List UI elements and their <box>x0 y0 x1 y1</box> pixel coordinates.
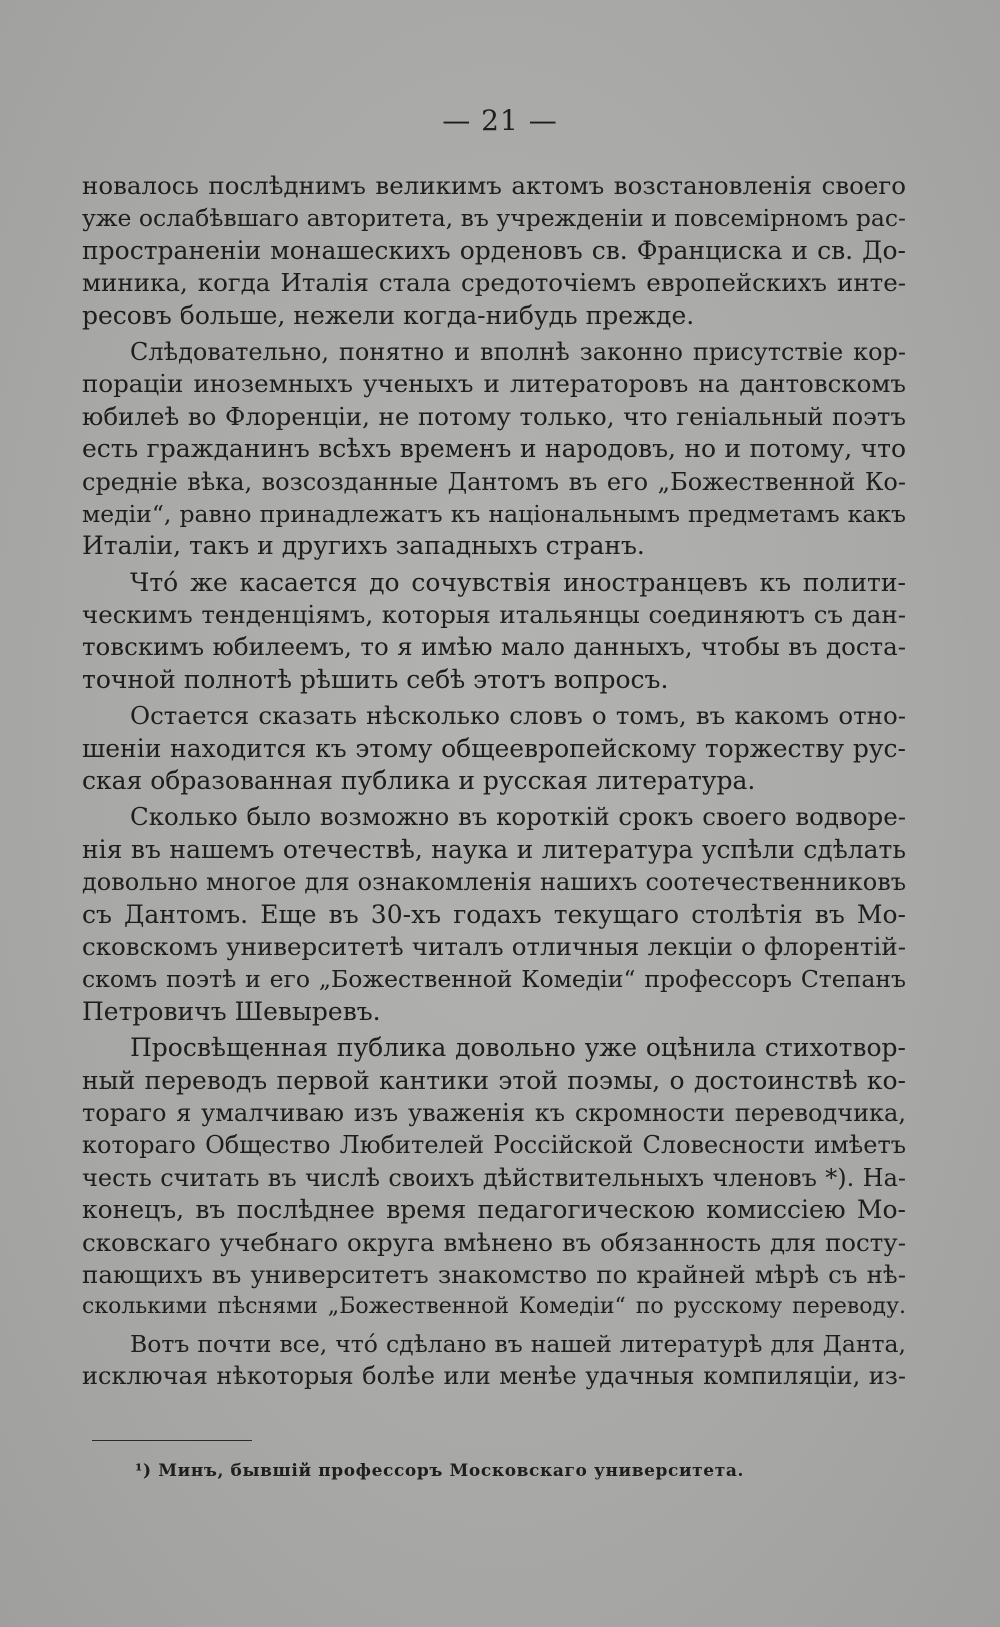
text-line: исключая нѣкоторыя болѣе или менѣе удачныя компиляціи, из- <box>82 1362 906 1391</box>
text-line: пространеніи монашескихъ орденовъ св. Франциска и св. До- <box>82 235 906 265</box>
text-line: товскимъ юбилеемъ, то я имѣю мало данныхъ, чтобы въ доста- <box>82 632 906 662</box>
text-line: миника, когда Италія стала средоточіемъ европейскихъ инте- <box>82 268 906 298</box>
text-line: Италіи, такъ и другихъ западныхъ странъ. <box>82 531 645 561</box>
text-line: Сколько было возможно въ короткій срокъ своего водворе- <box>130 802 906 832</box>
body-text <box>82 170 906 1396</box>
text-line: Просвѣщенная публика довольно уже оцѣнила стихотвор- <box>130 1033 906 1063</box>
text-line: шеніи находится къ этому общеевропейскому торжеству рус- <box>82 733 906 763</box>
text-line: ская образованная публика и русская литература. <box>82 766 756 796</box>
paragraph <box>82 1328 906 1393</box>
text-line: уже ослабѣвшаго авторитета, въ учрежденіи и повсемірномъ рас- <box>82 204 906 233</box>
text-line: Слѣдовательно, понятно и вполнѣ законно присутствіе кор- <box>130 337 906 366</box>
text-line: сковскомъ университетѣ читалъ отличныя лекціи о флорентій- <box>82 931 906 961</box>
paragraph <box>82 801 906 1028</box>
paragraph <box>82 336 906 563</box>
text-line: пающихъ въ университетъ знакомство по крайней мѣрѣ съ нѣ- <box>82 1259 906 1289</box>
text-line: Петровичъ Шевыревъ. <box>82 996 381 1026</box>
text-line: довольно многое для ознакомленія нашихъ соотечественниковъ <box>82 868 906 897</box>
text-line: точной полнотѣ рѣшить себѣ этотъ вопросъ. <box>82 664 669 694</box>
text-line: юбилеѣ во Флоренціи, не потому только, что геніальный поэтъ <box>82 401 906 431</box>
text-line: медіи“, равно принадлежатъ къ національнымъ предметамъ какъ <box>82 499 906 528</box>
footnote: ¹) Минъ, бывшій профессоръ Московскаго университета. <box>135 1461 744 1481</box>
text-line: сколькими пѣснями „Божественной Комедіи“ по русскому переводу. <box>82 1294 906 1320</box>
text-line: ресовъ больше, нежели когда-нибудь прежде. <box>82 300 695 330</box>
text-line: съ Дантомъ. Еще въ 30-хъ годахъ текущаго столѣтія въ Мо- <box>82 899 906 929</box>
text-line: тораго я умалчиваю изъ уваженія къ скромности переводчика, <box>82 1098 906 1127</box>
text-line: конецъ, въ послѣднее время педагогическою комиссіею Мо- <box>82 1195 906 1225</box>
paragraph <box>82 567 906 697</box>
text-line: пораціи иноземныхъ ученыхъ и литераторовъ на дантовскомъ <box>82 369 906 399</box>
text-line: скомъ поэтѣ и его „Божественной Комедіи“ профессоръ Степанъ <box>82 965 906 994</box>
text-line: честь считать въ числѣ своихъ дѣйствительныхъ членовъ *). На- <box>82 1163 906 1192</box>
paragraph <box>82 700 906 797</box>
text-line: Что́ же касается до сочувствія иностранцевъ къ полити- <box>130 567 906 597</box>
text-line: Остается сказать нѣсколько словъ о томъ, въ какомъ отно- <box>130 701 906 731</box>
text-line: сковскаго учебнаго округа вмѣнено въ обязанность для посту- <box>82 1227 906 1257</box>
paragraph <box>82 170 906 332</box>
text-line: ный переводъ первой кантики этой поэмы, о достоинствѣ ко- <box>82 1065 906 1095</box>
text-line: есть гражданинъ всѣхъ временъ и народовъ, но и потому, что <box>82 434 906 464</box>
text-line: новалось послѣднимъ великимъ актомъ возстановленія своего <box>82 171 906 200</box>
text-line: котораго Общество Любителей Россійской Словесности имѣетъ <box>82 1131 906 1160</box>
text-line: Вотъ почти все, что́ сдѣлано въ нашей литературѣ для Данта, <box>130 1329 906 1358</box>
text-line: ческимъ тенденціямъ, которыя итальянцы соединяютъ съ дан- <box>82 600 906 630</box>
page-number: — 21 — <box>442 104 558 137</box>
text-line: средніе вѣка, возсозданные Дантомъ въ его „Божественной Ко- <box>82 467 906 496</box>
footnote-divider <box>92 1440 252 1441</box>
text-line: нія въ нашемъ отечествѣ, наука и литература успѣли сдѣлать <box>82 834 906 864</box>
paragraph <box>82 1032 906 1324</box>
